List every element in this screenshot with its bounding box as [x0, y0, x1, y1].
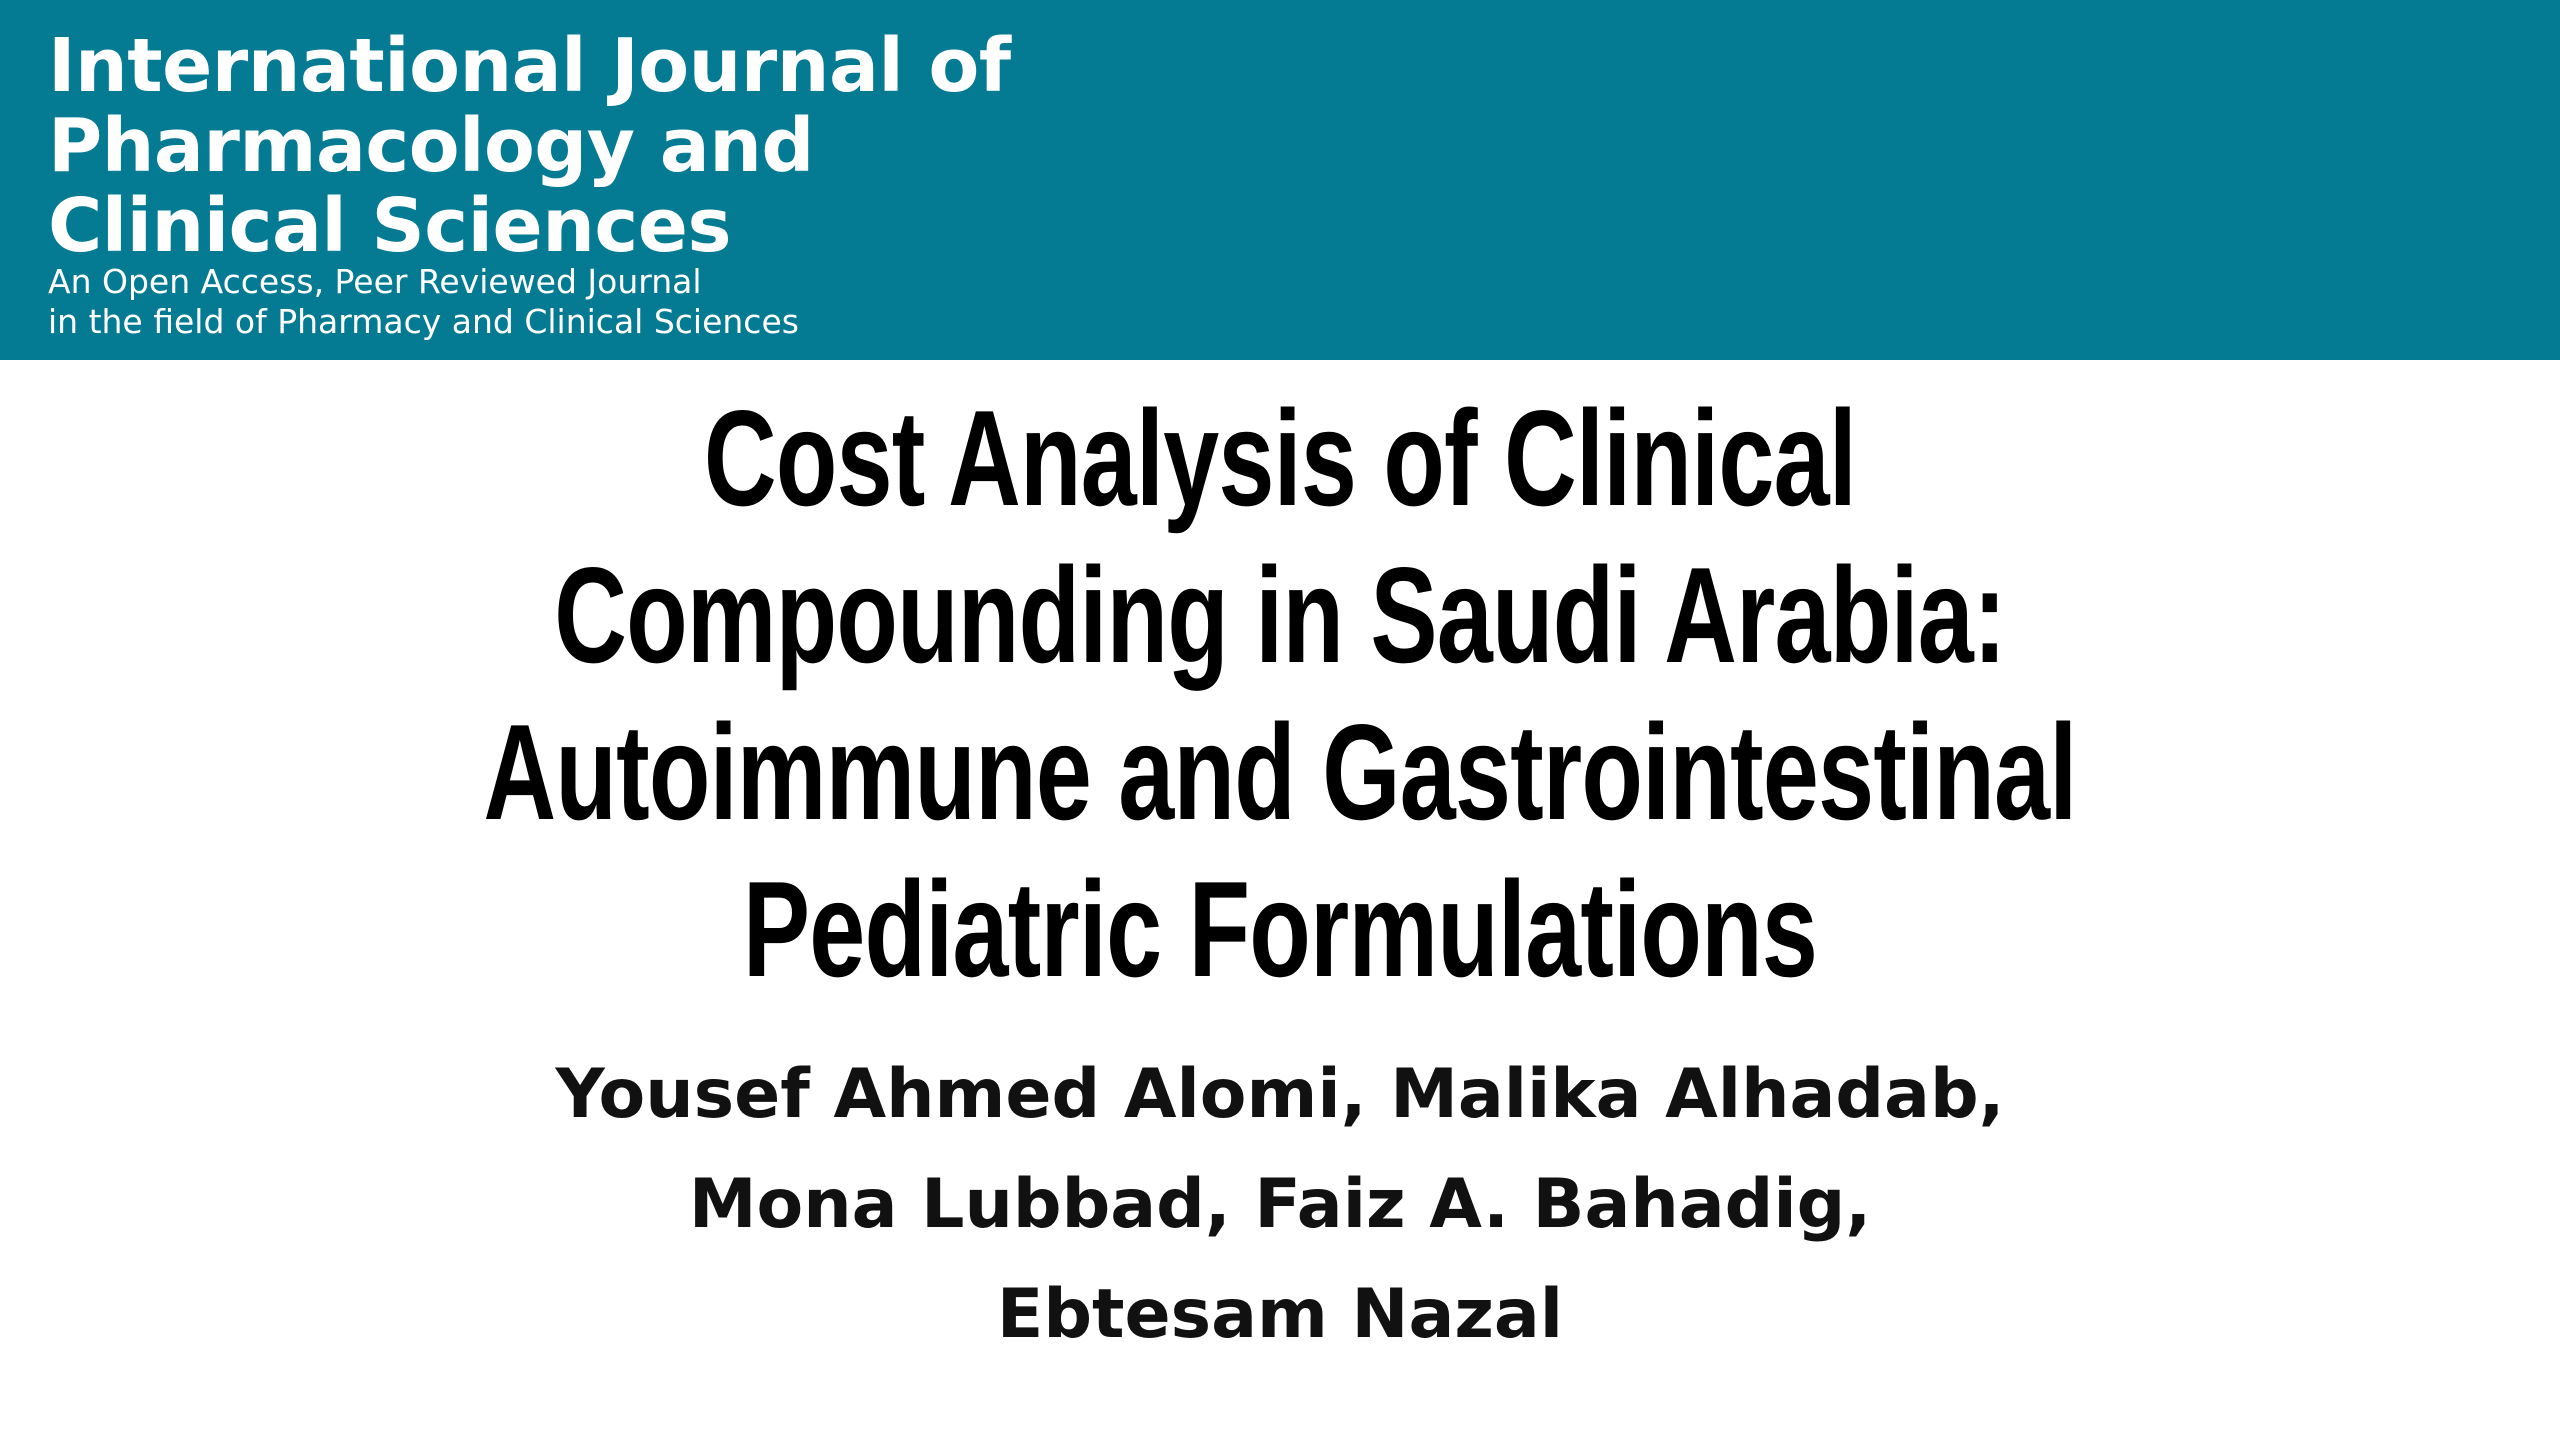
- journal-banner: [0, 0, 2560, 360]
- paper-title: [333, 380, 2227, 1008]
- author-line: Mona Lubbad, Faiz A. Bahadig,: [688, 1165, 1872, 1244]
- journal-name: [48, 23, 1011, 269]
- author-list: [0, 1040, 2560, 1370]
- journal-tagline-line: in the field of Pharmacy and Clinical Sciences: [48, 302, 799, 341]
- journal-name-line: International Journal of: [48, 23, 1011, 109]
- paper-title-line: Pediatric Formulations: [742, 853, 1818, 1005]
- paper-title-line: Autoimmune and Gastrointestinal: [483, 696, 2077, 848]
- author-line: Yousef Ahmed Alomi, Malika Alhadab,: [555, 1055, 2005, 1134]
- paper-title-line: Compounding in Saudi Arabia:: [554, 539, 2006, 691]
- journal-tagline: [48, 262, 799, 342]
- paper-title-line: Cost Analysis of Clinical: [703, 382, 1857, 534]
- journal-name-line: Clinical Sciences: [48, 183, 732, 269]
- author-line: Ebtesam Nazal: [996, 1275, 1564, 1354]
- journal-tagline-line: An Open Access, Peer Reviewed Journal: [48, 262, 702, 301]
- journal-name-line: Pharmacology and: [48, 103, 814, 189]
